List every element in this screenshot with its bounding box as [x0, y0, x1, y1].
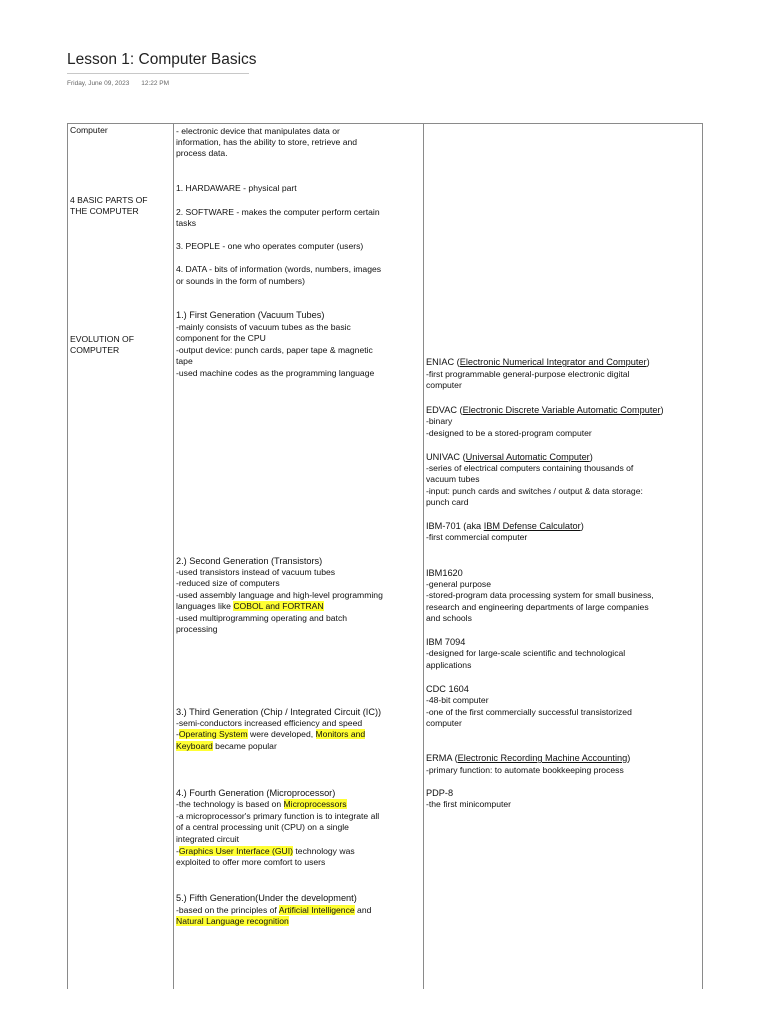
term-basic-parts-line1: 4 BASIC PARTS OF: [70, 195, 148, 205]
generation-1-line: -output device: punch cards, paper tape & magnetic: [176, 345, 373, 355]
univac-heading-text: ): [589, 452, 593, 462]
highlight-gui: Graphics User Interface (GUI): [178, 846, 294, 856]
term-evolution-line2: COMPUTER: [70, 345, 120, 355]
generation-4-text: -: [176, 846, 179, 856]
generation-2-line: -reduced size of computers: [176, 578, 280, 588]
ibm1620-heading: IBM1620: [426, 568, 463, 578]
generation-4-text: technology was: [293, 846, 355, 856]
edvac-link[interactable]: Electronic Discrete Variable Automatic Computer: [462, 405, 661, 415]
generation-1-line: -used machine codes as the programming language: [176, 368, 375, 378]
generation-5-line: [176, 916, 289, 927]
pdp8-heading: PDP-8: [426, 788, 454, 798]
eniac-heading-text: ENIAC (: [426, 357, 460, 367]
highlight-nlr: Natural Language recognition: [176, 916, 289, 926]
edvac-line: -binary: [426, 416, 453, 426]
edvac-heading-text: ): [660, 405, 664, 415]
term-evolution-line1: EVOLUTION OF: [70, 334, 134, 344]
table-top-border: [67, 123, 703, 124]
generation-5-text: -based on the principles of: [176, 905, 279, 915]
generation-3-text: -: [176, 729, 179, 739]
ibm7094-heading: IBM 7094: [426, 637, 466, 647]
univac-line: -series of electrical computers containing thousands of: [426, 463, 634, 473]
cdc1604-line: computer: [426, 718, 462, 728]
generation-4-text: -the technology is based on: [176, 799, 284, 809]
cdc1604-line: -one of the first commercially successful transistorized: [426, 707, 632, 717]
generation-4-line: integrated circuit: [176, 834, 240, 844]
highlight-cobol-fortran: COBOL and FORTRAN: [233, 601, 324, 611]
generation-3-line: [176, 741, 277, 752]
generation-3-text: were developed,: [247, 729, 316, 739]
eniac-heading-text: ): [646, 357, 650, 367]
definition-line: process data.: [176, 148, 228, 158]
highlight-keyboard: Keyboard: [176, 741, 213, 751]
part-software-cont: tasks: [176, 218, 197, 228]
generation-5-text: and: [354, 905, 372, 915]
notes-table: [67, 123, 703, 989]
edvac-heading: [426, 404, 664, 416]
cdc1604-heading: CDC 1604: [426, 684, 469, 694]
table-column-divider-1: [173, 123, 174, 989]
page-time: 12:22 PM: [141, 80, 170, 87]
generation-4-line: -a microprocessor's primary function is to integrate all: [176, 811, 380, 821]
eniac-line: -first programmable general-purpose electronic digital: [426, 369, 630, 379]
generation-3-line: -semi-conductors increased efficiency and speed: [176, 718, 363, 728]
univac-line: -input: punch cards and switches / output & data storage:: [426, 486, 643, 496]
ibm701-heading-text: ): [580, 521, 584, 531]
univac-heading: [426, 451, 593, 463]
part-people: 3. PEOPLE - one who operates computer (users): [176, 241, 364, 251]
generation-5-title: 5.) Fifth Generation(Under the development): [176, 893, 357, 903]
ibm7094-line: -designed for large-scale scientific and technological: [426, 648, 626, 658]
ibm1620-line: and schools: [426, 613, 472, 623]
page-title: Lesson 1: Computer Basics: [67, 51, 249, 74]
generation-5-line: [176, 905, 371, 916]
generation-4-line: of a central processing unit (CPU) on a single: [176, 822, 349, 832]
part-data-cont: or sounds in the form of numbers): [176, 276, 305, 286]
univac-line: vacuum tubes: [426, 474, 480, 484]
page-date: Friday, June 09, 2023: [67, 80, 130, 87]
term-basic-parts-line2: THE COMPUTER: [70, 206, 139, 216]
cdc1604-line: -48-bit computer: [426, 695, 489, 705]
generation-2-line: -used assembly language and high-level programming: [176, 590, 383, 600]
highlight-microprocessors: Microprocessors: [283, 799, 347, 809]
erma-heading: [426, 752, 630, 764]
erma-heading-text: ): [627, 753, 631, 763]
generation-2-line: processing: [176, 624, 218, 634]
table-right-border: [702, 123, 703, 989]
ibm1620-line: research and engineering departments of large companies: [426, 602, 649, 612]
univac-line: punch card: [426, 497, 469, 507]
generation-1-line: component for the CPU: [176, 333, 266, 343]
erma-link[interactable]: Electronic Recording Machine Accounting: [457, 753, 628, 763]
eniac-heading: [426, 356, 650, 368]
generation-4-title: 4.) Fourth Generation (Microprocessor): [176, 788, 336, 798]
erma-heading-text: ERMA (: [426, 753, 458, 763]
table-column-divider-2: [423, 123, 424, 989]
generation-1-title: 1.) First Generation (Vacuum Tubes): [176, 310, 325, 320]
generation-2-title: 2.) Second Generation (Transistors): [176, 556, 323, 566]
ibm701-heading-text: IBM-701 (aka: [426, 521, 484, 531]
univac-heading-text: UNIVAC (: [426, 452, 466, 462]
highlight-ai: Artificial Intelligence: [278, 905, 355, 915]
generation-4-line: [176, 799, 347, 810]
univac-link[interactable]: Universal Automatic Computer: [465, 452, 590, 462]
generation-4-line: exploited to offer more comfort to users: [176, 857, 326, 867]
generation-2-line: -used transistors instead of vacuum tubes: [176, 567, 336, 577]
eniac-link[interactable]: Electronic Numerical Integrator and Computer: [459, 357, 647, 367]
generation-3-text: became popular: [212, 741, 277, 751]
generation-2-line: [176, 601, 324, 612]
ibm701-line: -first commercial computer: [426, 532, 528, 542]
part-hardware: 1. HARDAWARE - physical part: [176, 183, 297, 193]
edvac-heading-text: EDVAC (: [426, 405, 463, 415]
generation-3-title: 3.) Third Generation (Chip / Integrated Circuit (IC)): [176, 707, 382, 717]
generation-4-line: [176, 846, 355, 857]
erma-line: -primary function: to automate bookkeeping process: [426, 765, 624, 775]
generation-2-line: -used multiprogramming operating and batch: [176, 613, 348, 623]
ibm1620-line: -stored-program data processing system for small business,: [426, 590, 654, 600]
ibm701-link[interactable]: IBM Defense Calculator: [483, 521, 581, 531]
highlight-monitors: Monitors and: [315, 729, 366, 739]
ibm701-heading: [426, 520, 584, 532]
generation-3-line: [176, 729, 365, 740]
part-software: 2. SOFTWARE - makes the computer perform certain: [176, 207, 380, 217]
generation-2-text: languages like: [176, 601, 234, 611]
page-dateline: [67, 80, 169, 87]
generation-1-line: -mainly consists of vacuum tubes as the basic: [176, 322, 351, 332]
definition-line: - electronic device that manipulates data or: [176, 126, 340, 136]
table-left-border: [67, 123, 68, 989]
generation-1-line: tape: [176, 356, 193, 366]
ibm1620-line: -general purpose: [426, 579, 491, 589]
part-data: 4. DATA - bits of information (words, numbers, images: [176, 264, 382, 274]
highlight-operating-system: Operating System: [178, 729, 248, 739]
pdp8-line: -the first minicomputer: [426, 799, 512, 809]
ibm7094-line: applications: [426, 660, 472, 670]
eniac-line: computer: [426, 380, 462, 390]
definition-line: information, has the ability to store, retrieve and: [176, 137, 358, 147]
term-computer: Computer: [70, 125, 108, 135]
edvac-line: -designed to be a stored-program computer: [426, 428, 592, 438]
